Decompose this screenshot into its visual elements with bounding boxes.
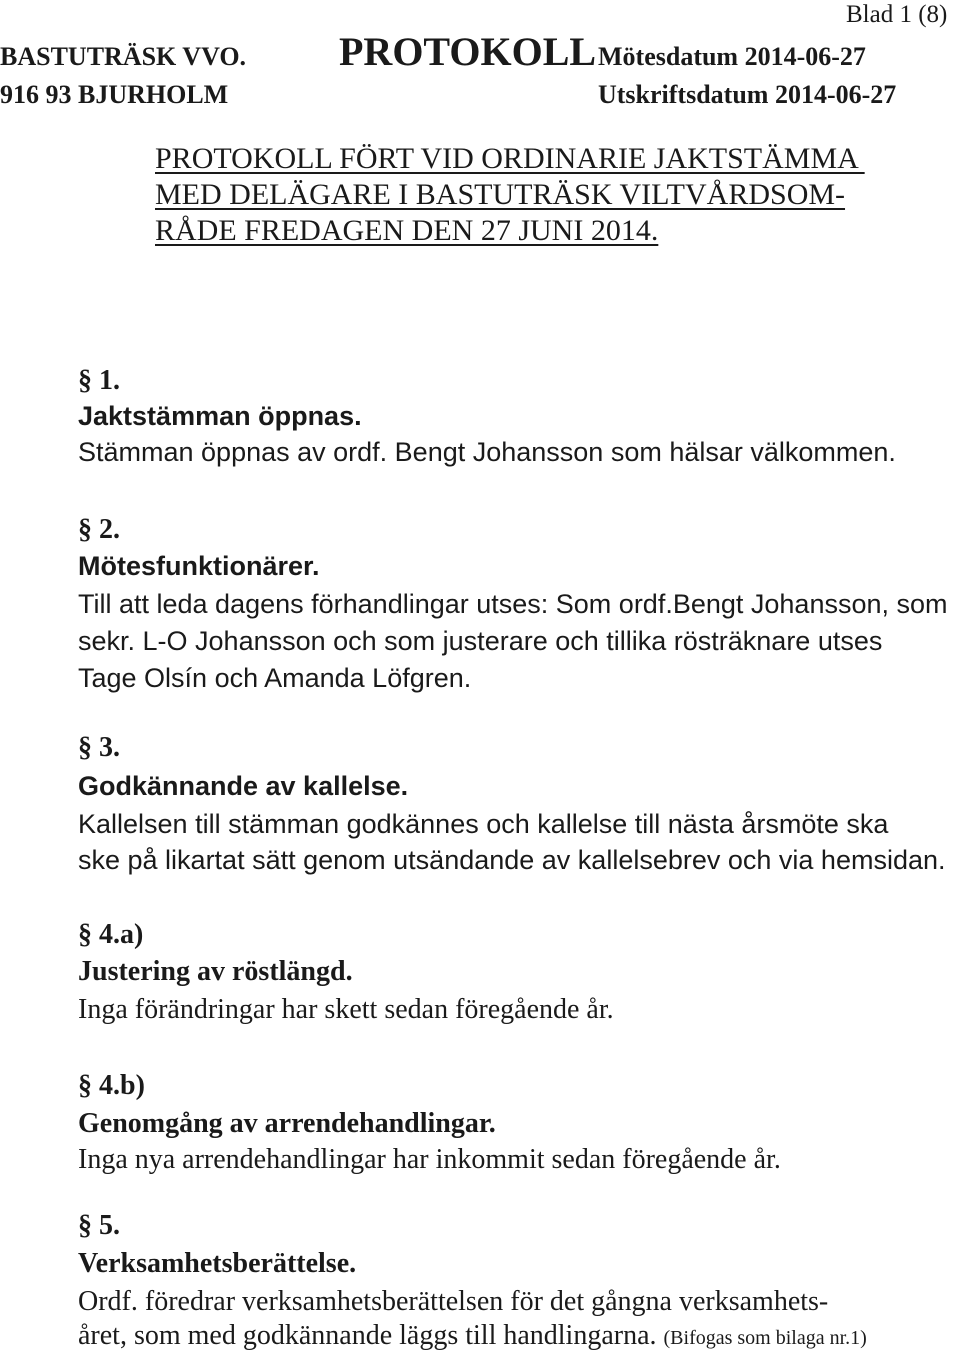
section-2-number: [78, 512, 120, 548]
section-1-heading: Jaktstämman öppnas.: [78, 401, 362, 431]
section-1-number: [78, 363, 120, 399]
section-number: 5.: [99, 1210, 120, 1241]
section-4b-body: Inga nya arrendehandlingar har inkommit sedan föregående år.: [78, 1144, 781, 1175]
section-5-number: [78, 1208, 120, 1244]
section-number: 4.a): [99, 919, 144, 950]
document-title-line-1: PROTOKOLL FÖRT VID ORDINARIE JAKTSTÄMMA: [155, 142, 865, 175]
page-number-label: Blad 1 (8): [846, 1, 948, 28]
organization-address: 916 93 BJURHOLM: [0, 80, 229, 109]
print-date: Utskriftsdatum 2014-06-27: [598, 80, 897, 109]
document-title-line-3: RÅDE FREDAGEN DEN 27 JUNI 2014.: [155, 214, 659, 247]
document-title-line-2: MED DELÄGARE I BASTUTRÄSK VILTVÅRDSOM-: [155, 178, 846, 211]
section-symbol: §: [78, 919, 92, 950]
section-symbol: §: [78, 1070, 92, 1101]
section-symbol: §: [78, 365, 92, 396]
section-4a-number: [78, 917, 143, 953]
section-5-body-line-1: Ordf. föredrar verksamhetsberättelsen för det gångna verksamhets-: [78, 1286, 829, 1317]
meeting-date: Mötesdatum 2014-06-27: [598, 42, 866, 71]
section-symbol: §: [78, 732, 92, 763]
section-4b-number: [78, 1068, 145, 1104]
document-type: PROTOKOLL: [339, 29, 597, 74]
section-2-body-line-2: sekr. L-O Johansson och som justerare och tillika rösträknare utses: [78, 626, 883, 656]
section-number: 4.b): [99, 1070, 145, 1101]
section-5-body-text: året, som med godkännande läggs till handlingarna.: [78, 1320, 657, 1351]
section-3-heading: Godkännande av kallelse.: [78, 771, 409, 801]
attachment-note: (Bifogas som bilaga nr.1): [663, 1327, 867, 1349]
section-number: 2.: [99, 514, 120, 545]
section-number: 1.: [99, 365, 120, 396]
section-3-body-line-1: Kallelsen till stämman godkännes och kallelse till nästa årsmöte ska: [78, 809, 889, 839]
section-symbol: §: [78, 1210, 92, 1241]
section-number: 3.: [99, 732, 120, 763]
section-4a-body: Inga förändringar har skett sedan föregående år.: [78, 994, 614, 1025]
section-5-body-line-2: [78, 1318, 867, 1356]
organization-name: BASTUTRÄSK VVO.: [0, 42, 247, 71]
section-5-heading: Verksamhetsberättelse.: [78, 1248, 357, 1279]
section-2-heading: Mötesfunktionärer.: [78, 551, 320, 581]
section-3-body-line-2: ske på likartat sätt genom utsändande av kallelsebrev och via hemsidan.: [78, 845, 946, 875]
section-symbol: §: [78, 514, 92, 545]
section-3-number: [78, 730, 120, 766]
section-2-body-line-3: Tage Olsín och Amanda Löfgren.: [78, 663, 472, 693]
section-1-body: Stämman öppnas av ordf. Bengt Johansson som hälsar välkommen.: [78, 437, 896, 467]
section-4b-heading: Genomgång av arrendehandlingar.: [78, 1108, 496, 1139]
section-2-body-line-1: Till att leda dagens förhandlingar utses: Som ordf.Bengt Johansson, som: [78, 589, 948, 619]
section-4a-heading: Justering av röstlängd.: [78, 956, 353, 987]
